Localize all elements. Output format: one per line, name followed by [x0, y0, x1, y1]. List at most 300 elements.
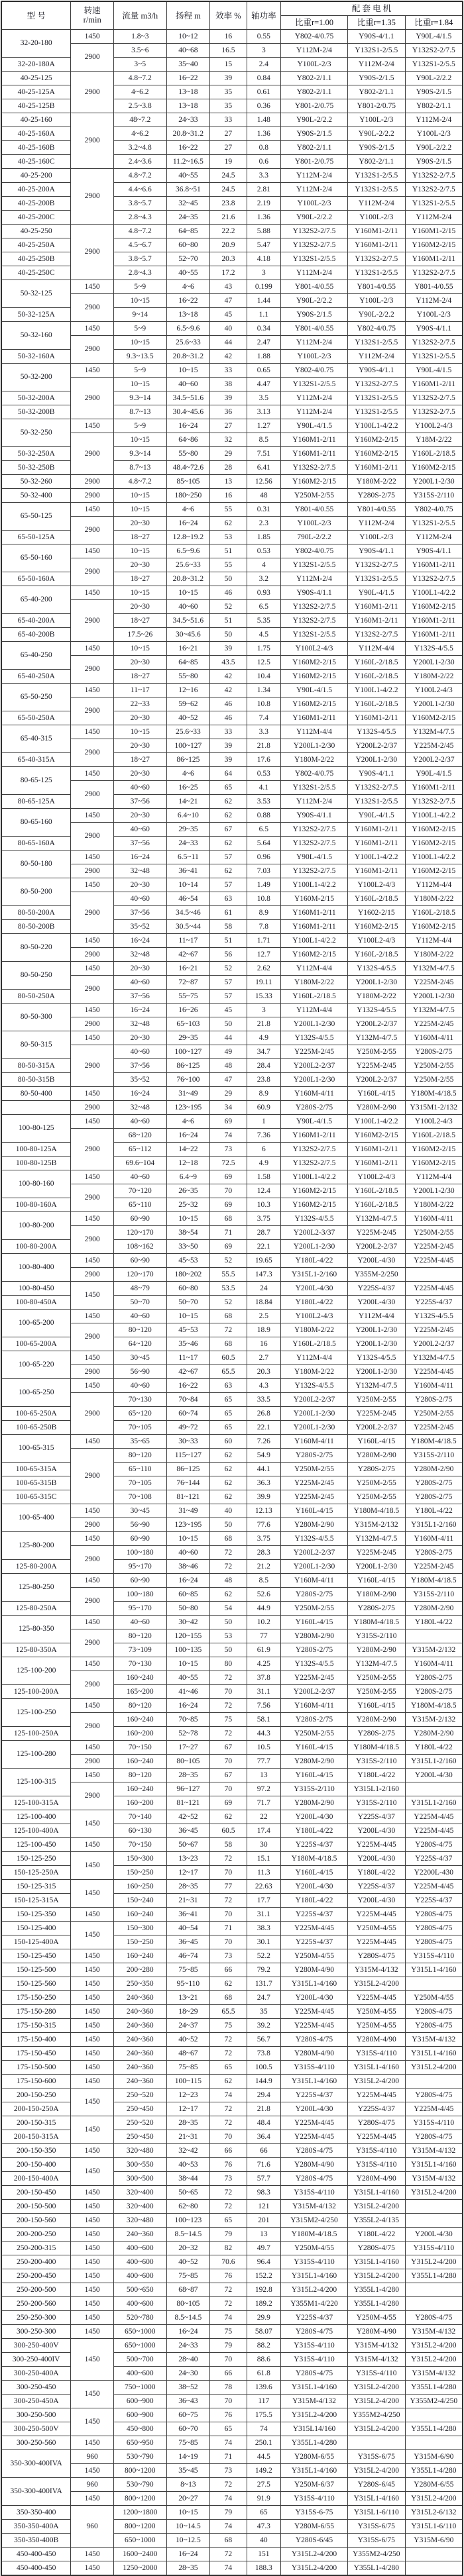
table-cell: 1.88 [247, 350, 280, 364]
table-cell: 60~75 [166, 2408, 210, 2422]
table-row [1, 1490, 463, 1504]
table-cell: 20.9 [210, 238, 247, 252]
table-cell: Y315L1-4/160 [347, 2492, 405, 2506]
table-row [1, 2200, 463, 2214]
table-cell: Y160M1-2/11 [347, 837, 405, 850]
table-cell: Y112M-2/4 [347, 197, 405, 211]
table-cell: Y180M-4/18.5 [405, 1435, 463, 1449]
col-header-efficiency: 效率 % [210, 1, 247, 30]
table-cell: Y132S-4/5.5 [347, 962, 405, 976]
table-cell: 25.6~33 [166, 725, 210, 739]
table-cell: Y315M-4/132 [347, 2353, 405, 2367]
table-cell: Y315L1-2/160 [405, 1518, 463, 1532]
table-cell: Y250M-2/55 [281, 1727, 348, 1741]
table-cell: 70 [210, 1908, 247, 1922]
table-cell: 72 [210, 2047, 247, 2061]
table-cell: 4.47 [247, 378, 280, 391]
table-cell: 175.5 [247, 2408, 280, 2422]
table-cell: Y225M-4/45 [347, 1935, 405, 1949]
table-cell: 180~250 [166, 489, 210, 503]
table-cell: 47 [210, 1073, 247, 1087]
table-cell: Y132S2-2/7.5 [405, 44, 463, 58]
table-cell: 80-50-315B [1, 1073, 71, 1087]
table-row [1, 2228, 463, 2241]
table-cell: 28~35 [166, 2561, 210, 2576]
table-cell: Y180M-2/22 [281, 753, 348, 767]
table-cell: 40-25-125 [1, 72, 71, 85]
table-cell: 74 [210, 2520, 247, 2534]
table-cell: 350-350-400A [1, 2520, 71, 2534]
table-cell: 24.5 [210, 183, 247, 197]
table-cell: 69 [210, 1796, 247, 1810]
table-cell: Y90L-2/2.2 [347, 127, 405, 141]
table-cell: Y160M1-2/11 [405, 628, 463, 642]
table-cell: Y200L-4/30 [347, 1254, 405, 1268]
table-cell: 150-125-400A [1, 1935, 71, 1949]
table-cell: 4~6 [166, 1115, 210, 1129]
table-cell: 300-250-450A [1, 2395, 71, 2408]
table-cell: 125-100-280 [1, 1741, 71, 1769]
table-row [1, 2005, 463, 2019]
table-cell: 69 [210, 1170, 247, 1184]
table-cell: Y280M-2/90 [281, 1755, 348, 1769]
table-cell: Y90L-4/1.5 [281, 1115, 348, 1129]
table-cell: 7.51 [247, 447, 280, 461]
table-cell: 10.2 [247, 1616, 280, 1629]
table-cell: 17.2 [210, 266, 247, 280]
table-cell: Y160M1-2/11 [405, 781, 463, 795]
table-cell: Y100L-2/3 [347, 211, 405, 225]
table-cell: Y160M2-2/15 [405, 864, 463, 878]
table-cell: 48 [210, 1574, 247, 1588]
table-cell: Y90S-4/1.1 [405, 322, 463, 336]
table-cell: 80-65-125 [1, 767, 71, 795]
table-cell: 125-100-250A [1, 1727, 71, 1741]
table-cell: 100-65-200 [1, 1310, 71, 1337]
table-cell: Y250M-2/55 [347, 1685, 405, 1699]
table-cell: Y200L1-2/30 [347, 1337, 405, 1351]
table-cell: 62 [210, 837, 247, 850]
table-cell: 8.5 [247, 1574, 280, 1588]
table-cell: Y132M-4/7.5 [347, 1031, 405, 1045]
table-cell: Y200L2-2/37 [347, 1240, 405, 1254]
table-cell: 1450 [71, 1170, 114, 1184]
table-cell: 20~30 [113, 656, 166, 670]
table-cell: 97.2 [247, 1782, 280, 1796]
table-cell: Y112M-2/4 [405, 531, 463, 544]
table-cell: 49.7 [247, 2241, 280, 2255]
table-cell: 6.4~10 [166, 809, 210, 823]
table-cell: Y200L1-2/30 [281, 1407, 348, 1421]
table-cell: Y315S-2/110 [405, 1449, 463, 1463]
table-cell: 10.5 [247, 1741, 280, 1755]
table-cell: 45 [210, 308, 247, 322]
table-cell: 2900 [71, 1184, 114, 1212]
table-row [1, 823, 463, 837]
pump-spec-table [1, 1, 463, 2576]
table-cell: 65 [210, 2061, 247, 2075]
table-cell: Y225M-4/45 [281, 2116, 348, 2130]
table-cell: 75~85 [166, 2436, 210, 2450]
table-cell: 48~79 [113, 1282, 166, 1296]
table-cell: 40~54 [166, 1922, 210, 1935]
table-cell: 200-150-500 [1, 2200, 71, 2214]
table-cell: Y250M-6/37 [281, 2478, 348, 2492]
table-cell: 120~170 [113, 1226, 166, 1240]
table-cell: Y315M-4/132 [405, 2325, 463, 2339]
table-cell: 51 [210, 544, 247, 558]
table-row [1, 739, 463, 753]
table-cell: 70 [210, 1755, 247, 1769]
table-cell: 40~60 [166, 378, 210, 391]
table-cell: 10~15 [166, 1657, 210, 1671]
table-cell: 7.8 [247, 920, 280, 934]
table-cell: Y315L2-4/200 [347, 2395, 405, 2408]
table-cell: 33.5 [247, 1393, 280, 1407]
table-cell: 35~52 [113, 1073, 166, 1087]
table-row [1, 155, 463, 169]
table-cell: 74 [210, 2492, 247, 2506]
table-cell: 150-125-250 [1, 1852, 71, 1866]
table-cell: 250-200-400 [1, 2255, 71, 2269]
table-cell: 1450 [71, 2186, 114, 2200]
table-cell: Y225M-4/45 [281, 2005, 348, 2019]
table-cell: 6 [247, 1143, 280, 1157]
table-cell: Y225M-4/45 [405, 2102, 463, 2116]
table-cell: 70~105 [113, 1476, 166, 1490]
table-row [1, 280, 463, 294]
table-cell: 45 [210, 1004, 247, 1017]
table-row [1, 1949, 463, 1963]
table-cell: Y280S-6/45 [347, 2478, 405, 2492]
table-cell: 53 [210, 1629, 247, 1643]
table-cell: 1450 [71, 419, 114, 433]
table-cell: 7.03 [247, 864, 280, 878]
table-cell: 46 [210, 697, 247, 711]
table-row [1, 2478, 463, 2492]
table-cell: Y315L2-4/200 [281, 2283, 348, 2297]
table-cell: 62 [210, 1490, 247, 1504]
table-cell: Y200L2-2/37 [347, 739, 405, 753]
table-cell: 70~130 [113, 1657, 166, 1671]
table-cell: 20.8~31.2 [166, 350, 210, 364]
table-cell: 1450 [71, 586, 114, 600]
table-cell: 2900 [71, 336, 114, 364]
table-cell: 530~790 [113, 2478, 166, 2492]
table-cell: 1450 [71, 2381, 114, 2408]
table-cell: 0.34 [247, 322, 280, 336]
table-cell: Y280S-4/75 [405, 1922, 463, 1935]
table-cell: Y280S-2/75 [405, 1671, 463, 1685]
table-cell: 10~15 [113, 489, 166, 503]
table-cell: 40-25-160A [1, 127, 71, 141]
table-cell: 2900 [71, 948, 114, 962]
table-cell: 300-250-500 [1, 2408, 71, 2422]
table-cell: Y100L1-4/2.2 [347, 419, 405, 433]
table-cell: Y225M-2/45 [347, 1226, 405, 1240]
table-cell: Y160M2-2/15 [347, 1129, 405, 1143]
table-cell: 60~80 [166, 238, 210, 252]
table-cell: 9.3~14 [113, 447, 166, 461]
table-cell: Y112M-4/4 [405, 934, 463, 948]
table-cell: 4.9 [247, 1157, 280, 1170]
table-row [1, 72, 463, 85]
table-cell: Y802-4/0.75 [347, 322, 405, 336]
col-header-head: 扬程 m [166, 1, 210, 30]
table-cell: Y355L1-4/280 [347, 2297, 405, 2311]
table-cell: Y280S-2/75 [347, 1463, 405, 1476]
table-cell: 3.8~5.7 [113, 197, 166, 211]
table-row [1, 1769, 463, 1782]
table-cell: Y160L-4/15 [347, 1699, 405, 1713]
table-cell: 49~72 [166, 1421, 210, 1435]
table-row [1, 1435, 463, 1449]
table-row [1, 2534, 463, 2548]
table-cell [405, 2214, 463, 2228]
table-cell: Y315L1-6/110 [405, 2520, 463, 2534]
table-cell: Y132S1-2/5.5 [281, 252, 348, 266]
table-cell: 4~6.2 [113, 85, 166, 99]
table-cell: Y280S-4/75 [405, 1838, 463, 1852]
table-cell: 600~900 [113, 2408, 166, 2422]
table-cell: 38.3 [247, 1922, 280, 1935]
col-header-sg-184: 比重r=1.84 [405, 16, 463, 30]
table-cell: Y801-4/0.55 [405, 280, 463, 294]
table-row [1, 1810, 463, 1824]
table-cell: 40-25-200B [1, 197, 71, 211]
table-cell: 188.3 [247, 2561, 280, 2576]
table-row [1, 1031, 463, 1045]
table-cell: 48~67 [166, 2047, 210, 2061]
table-cell: 150-125-315 [1, 1880, 71, 1894]
table-cell: Y200L1-2/30 [281, 1073, 348, 1087]
table-row [1, 350, 463, 364]
table-cell: 68 [210, 1310, 247, 1323]
table-cell: Y160L-4/15 [347, 1574, 405, 1588]
table-cell: 8~13 [166, 2478, 210, 2492]
table-cell: Y180M-4/18.5 [347, 1616, 405, 1629]
table-cell: 55.5 [210, 1268, 247, 1282]
table-cell: Y160M2-2/15 [347, 447, 405, 461]
table-cell: 33 [210, 725, 247, 739]
table-cell: Y180M-4/18.5 [405, 1574, 463, 1588]
table-row [1, 1574, 463, 1588]
table-cell: 80-50-180 [1, 850, 71, 878]
table-cell: 22.63 [247, 1880, 280, 1894]
table-cell: 3.5~6 [113, 44, 166, 58]
table-cell: 88.2 [247, 2339, 280, 2353]
table-cell: 20~27 [166, 2492, 210, 2506]
table-cell: 125-100-250 [1, 1699, 71, 1727]
table-cell: 125-80-350 [1, 1616, 71, 1643]
table-cell: 22.2 [210, 225, 247, 238]
table-cell: Y225M-2/45 [405, 739, 463, 753]
table-cell: 72 [210, 2200, 247, 2214]
table-cell: Y355L1-4/280 [281, 2436, 348, 2450]
table-cell: Y801-2/0.75 [281, 155, 348, 169]
table-cell: 100-80-160 [1, 1170, 71, 1198]
table-cell: 30~45 [113, 1351, 166, 1365]
table-row [1, 1157, 463, 1170]
table-row [1, 1184, 463, 1198]
table-cell: 40~60 [113, 1379, 166, 1393]
table-cell: 33 [210, 364, 247, 378]
table-cell: 1450 [71, 725, 114, 739]
table-cell: 2900 [71, 1226, 114, 1254]
table-cell: Y160L-4/15 [347, 1435, 405, 1449]
table-cell: 10~12 [166, 30, 210, 44]
table-cell: 72 [210, 1894, 247, 1908]
table-cell: Y180L-4/22 [347, 1866, 405, 1880]
table-cell: Y355M2-4/250 [405, 2395, 463, 2408]
table-cell: 2.5~3.8 [113, 99, 166, 113]
table-cell: 350-350-400 [1, 2506, 71, 2520]
table-cell: Y315S-6/75 [347, 2520, 405, 2534]
table-cell: Y315M-4/132 [405, 2172, 463, 2186]
table-cell: 28.7 [247, 1226, 280, 1240]
table-cell: 27.5 [247, 2478, 280, 2492]
table-cell: Y225M-2/45 [405, 1323, 463, 1337]
table-cell: 38~52 [166, 2381, 210, 2395]
table-cell: 55~80 [166, 670, 210, 684]
table-cell: 59~62 [166, 697, 210, 711]
table-row [1, 2450, 463, 2464]
table-cell: 8.5~14.5 [166, 2311, 210, 2325]
table-cell: 4.18 [247, 252, 280, 266]
table-cell: 121 [247, 2200, 280, 2214]
table-cell: 65-50-250A [1, 711, 71, 725]
table-cell: Y132S2-2/7.5 [405, 391, 463, 405]
table-cell: 32~42 [166, 2144, 210, 2158]
table-cell: 2.47 [247, 336, 280, 350]
table-cell: 0.93 [247, 586, 280, 600]
table-cell: 100~180 [113, 1546, 166, 1560]
table-cell: 300-250-400IV [1, 2353, 71, 2367]
table-cell: Y100L1-4/2.2 [405, 586, 463, 600]
table-cell: Y200L2-2/37 [347, 1017, 405, 1031]
table-cell: 1450 [71, 2200, 114, 2214]
table-cell: Y160M2-2/15 [405, 1143, 463, 1157]
table-cell: 39 [210, 391, 247, 405]
table-cell: 43.5 [210, 656, 247, 670]
table-cell: Y200L1-2/30 [405, 990, 463, 1004]
table-cell: Y200L1-2/30 [281, 1421, 348, 1435]
table-cell: 50 [210, 572, 247, 586]
table-cell: 1.34 [247, 684, 280, 697]
table-cell: 19.11 [247, 976, 280, 990]
table-row [1, 2436, 463, 2450]
table-cell: 4.1 [247, 781, 280, 795]
table-cell: Y280S-2/75 [405, 1393, 463, 1407]
table-cell: 21.8 [247, 2102, 280, 2116]
table-cell: Y160M1-2/11 [347, 225, 405, 238]
table-cell: Y315L1-4/160 [281, 2075, 348, 2088]
table-row [1, 2464, 463, 2478]
table-row [1, 99, 463, 113]
table-cell: 74 [210, 2436, 247, 2450]
table-cell [405, 1782, 463, 1796]
table-cell: 125-100-450 [1, 1838, 71, 1852]
table-cell: 50 [210, 628, 247, 642]
table-cell: Y280M-2/90 [347, 1101, 405, 1115]
table-cell: 125-100-200A [1, 1685, 71, 1699]
table-cell: 45~53 [166, 1254, 210, 1268]
table-row [1, 2339, 463, 2353]
table-cell: Y315L2-4/200 [281, 2548, 348, 2561]
table-cell: 7.56 [247, 1699, 280, 1713]
table-cell: Y200L-4/30 [347, 1824, 405, 1838]
table-cell: 1.44 [247, 294, 280, 308]
table-cell: 32~48 [113, 1101, 166, 1115]
table-cell: 2.81 [247, 183, 280, 197]
table-cell: 100-65-200A [1, 1337, 71, 1351]
table-cell: 0.84 [247, 72, 280, 85]
table-cell [347, 2436, 405, 2450]
table-cell: 10~15 [166, 1532, 210, 1546]
table-cell: Y160M2-2/15 [281, 948, 348, 962]
table-cell: 68~120 [113, 1129, 166, 1143]
table-cell: 75 [210, 2325, 247, 2339]
table-cell: 10~15 [166, 364, 210, 378]
table-cell: 240~360 [113, 2047, 166, 2061]
table-cell: 400~600 [113, 2269, 166, 2283]
table-cell: Y250M-2/55 [281, 1463, 348, 1476]
table-cell: 1450 [71, 1977, 114, 1991]
table-row [1, 531, 463, 544]
table-cell: 65-40-250 [1, 642, 71, 670]
table-cell [405, 2548, 463, 2561]
table-cell: 16~24 [113, 850, 166, 864]
table-cell: 31~49 [166, 1504, 210, 1518]
table-row [1, 2130, 463, 2144]
table-cell: 5.35 [247, 614, 280, 628]
table-cell: 1450 [71, 1699, 114, 1713]
table-cell: 20~30 [113, 711, 166, 725]
table-cell: 20~30 [113, 517, 166, 531]
table-cell: 240~360 [113, 2061, 166, 2075]
table-cell: 15 [210, 58, 247, 72]
table-cell: Y280M-4/90 [281, 2047, 348, 2061]
table-cell: Y160M-4/11 [281, 1699, 348, 1713]
table-cell: Y280S-4/75 [405, 2005, 463, 2019]
table-cell: Y160L-4/15 [281, 1866, 348, 1880]
table-cell: 95~170 [113, 1560, 166, 1574]
table-cell: 80~120 [113, 1769, 166, 1782]
table-cell: 40 [247, 2534, 280, 2548]
table-cell: 1450 [71, 2436, 114, 2450]
table-cell: 200-150-560 [1, 2214, 71, 2228]
table-cell: 1450 [71, 1351, 114, 1365]
table-row [1, 1824, 463, 1838]
table-cell: 70 [210, 1935, 247, 1949]
table-cell: 50~65 [166, 2186, 210, 2200]
table-cell: 72 [210, 2186, 247, 2200]
table-cell: 21.8 [247, 1017, 280, 1031]
table-cell: Y160M1-2/11 [281, 433, 348, 447]
table-cell: 5~9 [113, 280, 166, 294]
table-cell: 40~52 [166, 2033, 210, 2047]
table-cell: 1450 [71, 1031, 114, 1045]
table-cell: 200-150-315 [1, 2116, 71, 2130]
table-cell: 100-80-200A [1, 1240, 71, 1254]
table-cell: 450~800 [113, 2422, 166, 2436]
table-cell: 13~23 [166, 1852, 210, 1866]
table-cell: 5~9 [113, 419, 166, 433]
table-row [1, 1727, 463, 1741]
table-cell: Y315S-4/110 [405, 1949, 463, 1963]
table-cell: Y315M-4/132 [281, 2200, 348, 2214]
table-cell: Y132S-4/5.5 [281, 1532, 348, 1546]
